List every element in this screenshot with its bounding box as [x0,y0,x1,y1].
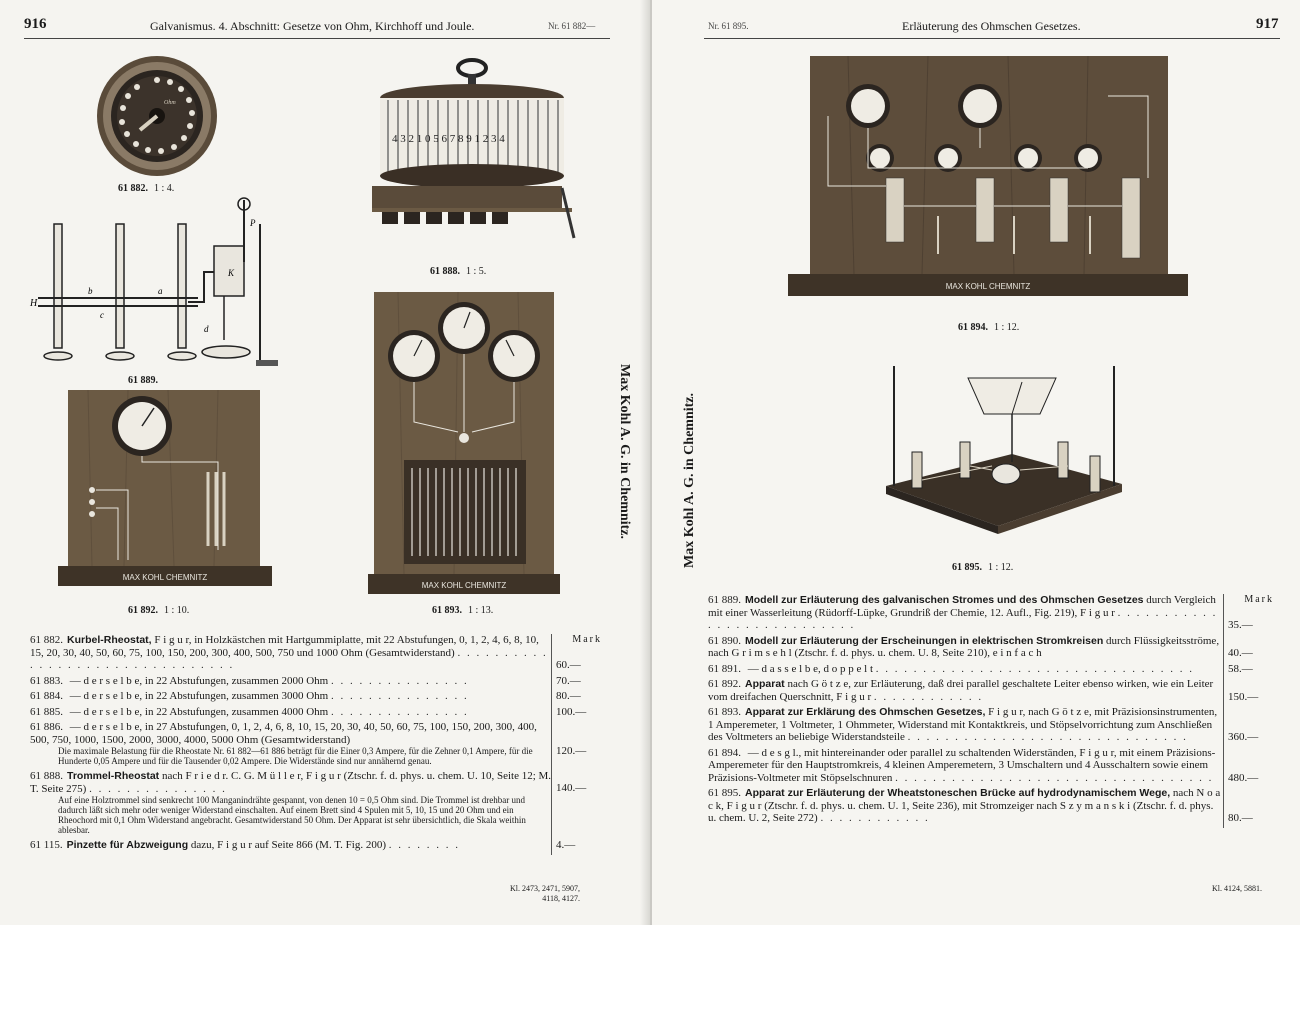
price-61892: 150.— [1228,690,1259,703]
right-kl-reference: Kl. 4124, 5881. [1212,884,1262,893]
ohm-law-apparatus-illustration [368,292,560,600]
entry-61889: 61 889. Modell zur Erläuterung des galvanischen Stromes und des Ohmschen Gesetzes durch Vergleich mit einer Wasserleitung (Rüdorff-Lüpke, Grundriß der Chemie, 12. Aufl., Fig. 219), F i g u r . . . . . . . . . . . . . . . . . . . . . . . . . . . 35.— [708,594,1282,632]
entry-61884: 61 884. — d e r s e l b e, in 22 Abstufungen, zusammen 3000 Ohm . . . . . . . . . . . . . . . 80.— [30,690,610,703]
left-running-nr: Nr. 61 882— [548,21,596,31]
entry-61888: 61 888. Trommel-Rheostat nach F r i e d r. C. G. M ü l l e r, F i g u r (Ztschr. f. d. phys. u. chem. U. 10, Seite 12; M. T. Seite 275) . . . . . . . . . . . . . . . 140.— Auf eine Holztrommel sind senkrecht 100 Manganindrähte gespannt, von denen 10 = 0,5 Ohm sind. Die Trommel ist drehbar und dadurch läßt sich mehr oder weniger Widerstand einschalten. Auf einem Brett sind 4 Spulen mit 5, 10, 15 und 20 Ohm und ein Rheochord mit 0,1 Ohm Widerstand angebracht. Gesamtwiderstand 50 Ohm. Der Apparat ist sehr übersichtlich, die Skala weithin ablesbar. [30,770,610,835]
label-b: b [88,286,93,296]
rheostat-dial-illustration [92,52,222,180]
caption-61882: 61 882. 1 : 4. [118,183,175,194]
right-page [652,0,1300,925]
price-61886: 120.— [556,745,587,757]
price-61891: 58.— [1228,662,1253,675]
entry-61115: 61 115. Pinzette für Abzweigung dazu, F i g u r auf Seite 866 (M. T. Fig. 200) . . . . . . . . 4.— [30,839,610,852]
price-61895: 80.— [1228,812,1253,824]
right-head-rule [704,38,1280,39]
price-61885: 100.— [556,705,587,718]
caption-61893: 61 893. 1 : 13. [432,605,494,616]
entry-61895: 61 895. Apparat zur Erläuterung der Wheatstoneschen Brücke auf hydrodynamischem Wege, nach N o a c k, F i g u r (Ztschr. f. d. phys. u. chem. U. 1, Seite 236), mit Stromzeiger nach S z y m a n s k i (Ztschr. f. d. phys. u. chem. U. 2, Seite 272) . . . . . . . . . . . . 80.— [708,787,1282,825]
price-61890: 40.— [1228,647,1253,659]
price-61115: 4.— [556,839,576,851]
label-d: d [204,324,209,334]
price-61889: 35.— [1228,619,1253,631]
caption-61895: 61 895. 1 : 12. [952,562,1014,573]
caption-61888: 61 888. 1 : 5. [430,266,487,277]
price-61893: 360.— [1228,731,1259,743]
entry-61892: 61 892. Apparat nach G ö t z e, zur Erläuterung, daß drei parallel geschaltete Leiter ebenso wirken, wie ein Leiter vom dreifachen Querschnitt, F i g u r . . . . . . . . . . . . 150.— [708,678,1282,703]
fig894-base-label: MAX KOHL CHEMNITZ [945,282,1031,291]
label-H: H [30,298,38,309]
bottom-margin [0,925,1300,1014]
figure-61893 [368,292,560,600]
label-K: K [228,268,235,278]
figure-61889 [28,194,318,374]
svg-text:4 3 2 1 0 5 6 7 8 9 1 2 3 4: 4 3 2 1 0 5 6 7 8 9 1 2 3 4 [392,133,505,145]
left-head-rule [24,38,610,39]
entry-61885: 61 885. — d e r s e l b e, in 22 Abstufungen, zusammen 4000 Ohm . . . . . . . . . . . . . . . 100.— [30,706,610,719]
caption-61892: 61 892. 1 : 10. [128,605,190,616]
right-vertical-publisher: Max Kohl A. G. in Chemnitz. [682,392,697,568]
figure-61895 [872,366,1132,552]
price-61888: 140.— [556,782,587,794]
fig893-base-label: MAX KOHL CHEMNITZ [421,581,507,590]
parallel-conductor-board-illustration [58,390,272,596]
right-entry-list [708,594,1282,828]
note-61886: Die maximale Belastung für die Rheostate Nr. 61 882—61 886 beträgt für die Einer 0,3 Ampere, für die Zehner 0,1 Ampere, für die Hunderte 0,05 Ampere und für die Tausender 0,02 Ampere. Die Widerstände sind nur annähernd genau. [58,746,533,766]
entry-61893: 61 893. Apparat zur Erklärung des Ohmschen Gesetzes, F i g u r, nach G ö t z e, mit Präzisionsinstrumenten, 1 Amperemeter, 1 Voltmeter, 1 Ohmmeter, Widerstand mit Kontaktkreis, und Stöpselvorrichtung zum Anschließen des Voltmeters an beliebige Widerstandsteile . . . . . . . . . . . . . . . . . . . . . . . . . . . . . . 360.— [708,706,1282,744]
entry-61883: 61 883. — d e r s e l b e, in 22 Abstufungen, zusammen 2000 Ohm . . . . . . . . . . . . . . . 70.— [30,675,610,688]
right-running-title: Erläuterung des Ohmschen Gesetzes. [902,19,1081,33]
right-mark-header: Mark [1244,594,1274,605]
left-mark-header: Mark [572,634,602,645]
price-61883: 70.— [556,674,581,687]
left-page [0,0,648,925]
label-a: a [158,286,163,296]
left-running-title: Galvanismus. 4. Abschnitt: Gesetze von Ohm, Kirchhoff und Joule. [150,19,475,33]
entry-61882: 61 882. Kurbel-Rheostat, F i g u r, in Holzkästchen mit Hartgummiplatte, mit 22 Abstufungen, 0, 1, 2, 4, 6, 8, 10, 15, 20, 30, 40, 50, 60, 75, 100, 150, 200, 300, 400, 500, 750 und 1000 Ohm (Gesamtwiderstand) . . . . . . . . . . . . . . . . . . . . . . . . . . . . . . . . 60.— [30,634,610,672]
price-61894: 480.— [1228,771,1259,784]
label-c: c [100,310,104,320]
left-entry-list [30,634,610,855]
resistor-network-board-illustration [788,56,1188,314]
entry-61886: 61 886. — d e r s e l b e, in 27 Abstufungen, 0, 1, 2, 4, 6, 8, 10, 15, 20, 30, 40, 50, 60, 75, 100, 150, 200, 300, 400, 500, 750, 1000, 1500, 2000, 3000, 4000, 5000 Ohm (Gesamtwiderstand) 120.— Die maximale Belastung für die Rheostate Nr. 61 882—61 886 beträgt für die Einer 0,3 Ampere, für die Zehner 0,1 Ampere, für die Hunderte 0,05 Ampere und für die Tausender 0,02 Ampere. Die Widerstände sind nur annähernd genau. [30,721,610,766]
left-page-number: 916 [24,16,47,32]
fig892-base-label: MAX KOHL CHEMNITZ [122,573,208,582]
price-61884: 80.— [556,690,581,702]
label-P: P [250,218,256,228]
entry-61890: 61 890. Modell zur Erläuterung der Erscheinungen in elektrischen Stromkreisen durch Flüssigkeitsströme, nach G r i m s e h l (Ztschr. f. d. phys. u. chem. U. 8, Seite 210), e i n f a c h 40.— [708,635,1282,660]
drum-rheostat-illustration [352,58,582,258]
right-page-number: 917 [1256,16,1279,32]
left-vertical-publisher: Max Kohl A. G. in Chemnitz. [617,364,632,540]
caption-61894: 61 894. 1 : 12. [958,322,1020,333]
note-61888: Auf eine Holztrommel sind senkrecht 100 Manganindrähte gespannt, von denen 10 = 0,5 Ohm sind. Die Trommel ist drehbar und dadurch läßt sich mehr oder weniger Widerstand einschalten. Auf einem Brett sind 4 Spulen mit 5, 10, 15 und 20 Ohm und ein Rheochord mit 0,1 Ohm Widerstand angebracht. Gesamtwiderstand 50 Ohm. Der Apparat ist sehr übersichtlich, die Skala weithin ablesbar. [58,795,526,835]
entry-61894: 61 894. — d e s g l., mit hintereinander oder parallel zu schaltenden Widerständen, F i g u r, mit einem Präzisions-Amperemeter für den Hauptstromkreis, 4 kleinen Amperemetern, 3 Umschaltern und 4 Ausschaltern sowie einem Präzisions-Voltmeter mit Stöpselschnuren . . . . . . . . . . . . . . . . . . . . . . . . . . . . . . . . . . 480.— [708,747,1282,785]
left-kl-reference: Kl. 2473, 2471, 5907, 4118, 4127. [510,884,580,903]
figure-61892 [58,390,272,596]
figure-61894 [788,56,1188,314]
caption-61889: 61 889. [128,375,158,386]
wheatstone-bridge-illustration [872,366,1132,552]
figure-61882 [92,52,222,180]
right-running-nr: Nr. 61 895. [708,21,749,31]
price-61882: 60.— [556,659,581,671]
svg-text:Ohm: Ohm [164,100,176,106]
figure-61888 [352,58,582,258]
water-model-illustration [28,194,318,374]
entry-61891: 61 891. — d a s s e l b e, d o p p e l t . . . . . . . . . . . . . . . . . . . . . . . . . . . . . . . . . . 58.— [708,663,1282,676]
